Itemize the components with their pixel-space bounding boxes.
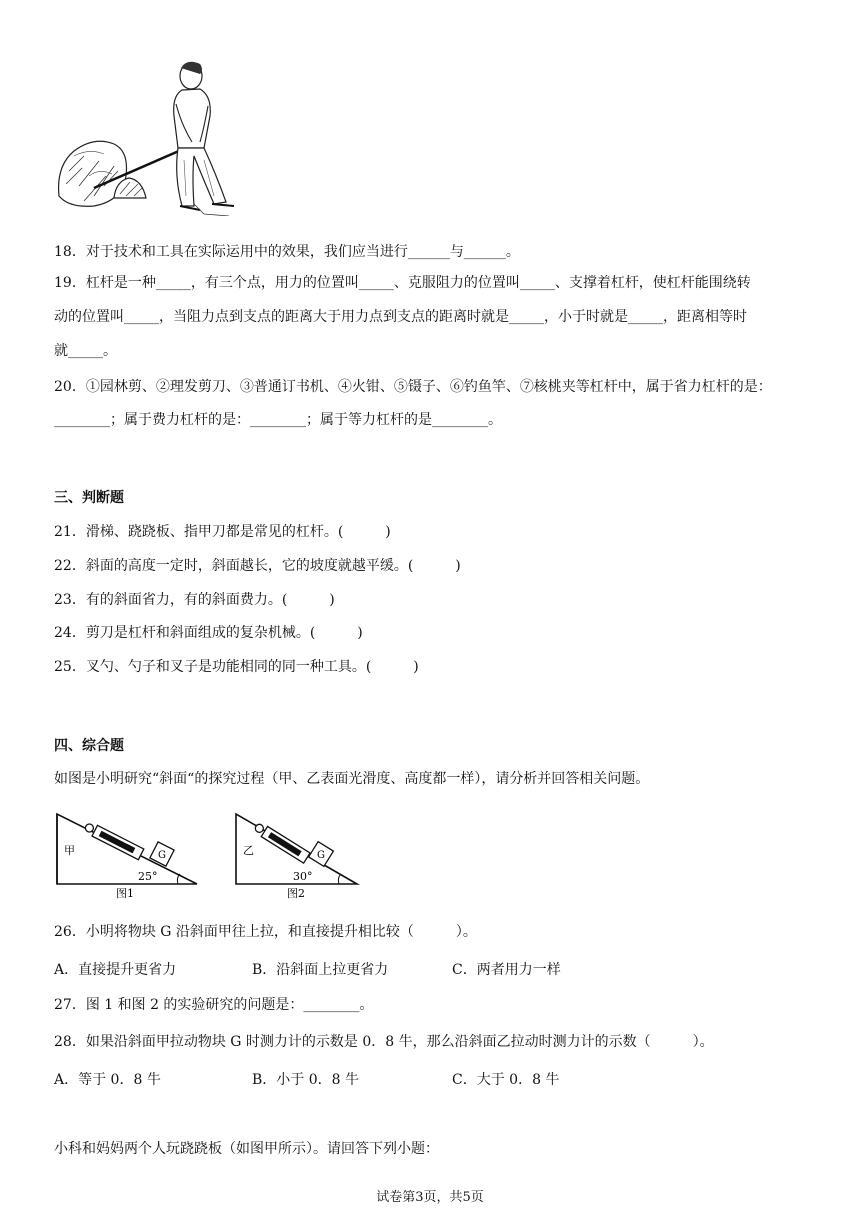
question-23: 23．有的斜面省力，有的斜面费力。( ) xyxy=(54,592,335,608)
question-28-option-b: B．小于 0．8 牛 xyxy=(252,1072,360,1088)
question-19-line-3: 就_____。 xyxy=(54,343,117,359)
question-26-option-c: C．两者用力一样 xyxy=(452,962,561,978)
page-footer: 试卷第3页，共5页 xyxy=(376,1190,484,1205)
incline-figure-1 xyxy=(54,808,204,900)
angle-label: 30° xyxy=(293,870,313,883)
block-label: G xyxy=(317,850,325,861)
figure-caption: 图1 xyxy=(116,887,134,900)
question-22: 22．斜面的高度一定时，斜面越长，它的坡度就越平缓。( ) xyxy=(54,558,461,574)
block-label: G xyxy=(158,850,166,861)
question-28-option-a: A．等于 0．8 牛 xyxy=(54,1072,161,1088)
section-heading-judgement: 三、判断题 xyxy=(54,490,124,506)
section-heading-comprehensive: 四、综合题 xyxy=(54,738,124,754)
question-28: 28．如果沿斜面甲拉动物块 G 时测力计的示数是 0．8 牛，那么沿斜面乙拉动时测力计的示数（ ）。 xyxy=(54,1034,714,1050)
figure-caption: 图2 xyxy=(287,887,305,900)
question-24: 24．剪刀是杠杆和斜面组成的复杂机械。( ) xyxy=(54,625,363,641)
incline-figure-2 xyxy=(233,808,368,900)
lever-man-illustration xyxy=(54,56,254,216)
question-19-line-2: 动的位置叫_____，当阻力点到支点的距离大于用力点到支点的距离时就是_____，小于时就是_____，距离相等时 xyxy=(54,309,747,325)
question-20-line-2: ________；属于费力杠杆的是：________；属于等力杠杆的是________。 xyxy=(54,412,502,428)
question-28-option-c: C．大于 0．8 牛 xyxy=(452,1072,560,1088)
question-25: 25．叉勺、勺子和叉子是功能相同的同一种工具。( ) xyxy=(54,659,419,675)
incline-label: 乙 xyxy=(243,844,254,857)
angle-label: 25° xyxy=(138,870,158,883)
question-18: 18．对于技术和工具在实际运用中的效果，我们应当进行______与______。 xyxy=(54,244,520,260)
question-26-option-b: B．沿斜面上拉更省力 xyxy=(252,962,389,978)
question-20-line-1: 20．①园林剪、②理发剪刀、③普通订书机、④火钳、⑤镊子、⑥钓鱼竿、⑦核桃夹等杠杆中，属于省力杠杆的是： xyxy=(54,379,772,395)
problem-intro: 如图是小明研究“斜面“的探究过程（甲、乙表面光滑度、高度都一样），请分析并回答相关问题。 xyxy=(54,771,650,787)
question-26-option-a: A．直接提升更省力 xyxy=(54,962,177,978)
incline-label: 甲 xyxy=(64,844,75,857)
seesaw-intro: 小科和妈妈两个人玩跷跷板（如图甲所示）。请回答下列小题： xyxy=(54,1141,439,1157)
question-21: 21．滑梯、跷跷板、指甲刀都是常见的杠杆。( ) xyxy=(54,524,391,540)
question-27: 27．图 1 和图 2 的实验研究的问题是：________。 xyxy=(54,997,374,1013)
question-26: 26．小明将物块 G 沿斜面甲往上拉，和直接提升相比较（ ）。 xyxy=(54,924,477,940)
question-19-line-1: 19．杠杆是一种_____，有三个点，用力的位置叫_____、克服阻力的位置叫_____、支撑着杠杆，使杠杆能围绕转 xyxy=(54,275,751,291)
